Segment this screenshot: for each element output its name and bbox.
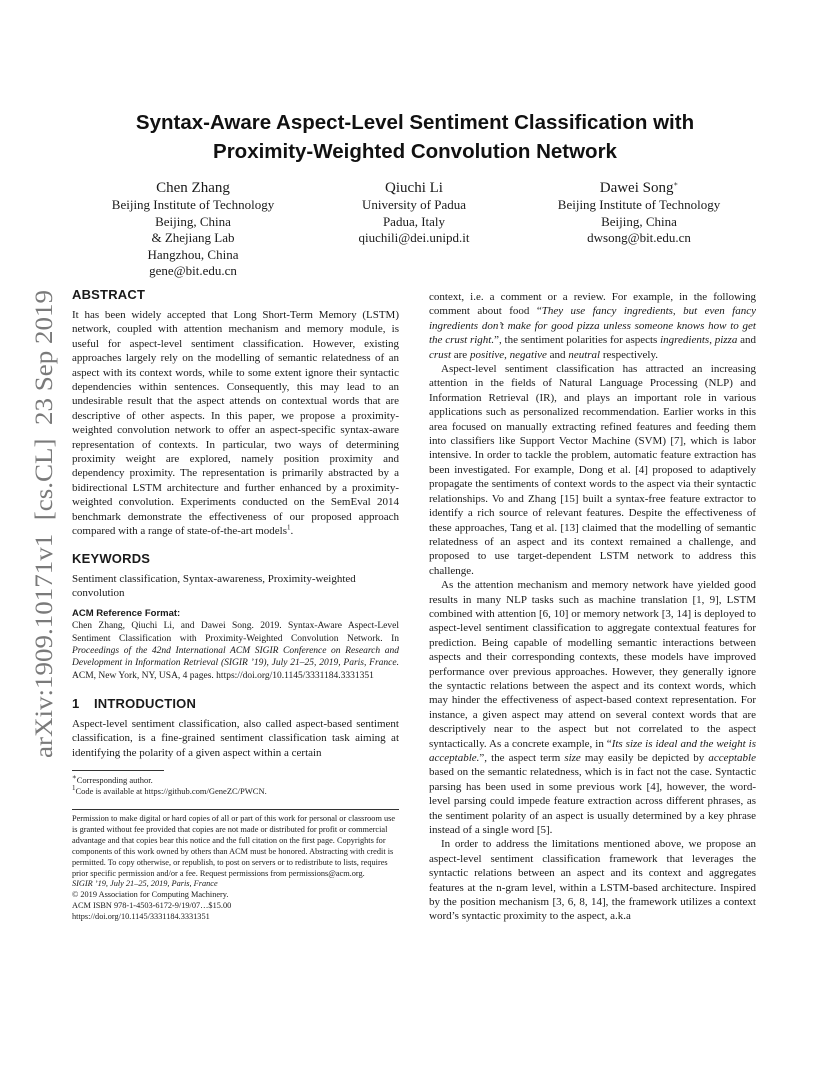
keywords-text: Sentiment classification, Syntax-awareness, Proximity-weighted convolution (72, 572, 356, 599)
author-location: Beijing, China (601, 213, 677, 229)
right-column (429, 290, 756, 924)
acm-reference-text (72, 620, 399, 681)
abstract-text (72, 308, 399, 539)
polarity-term: positive (469, 348, 505, 361)
author-block-1 (88, 179, 298, 280)
conference-venue (72, 879, 399, 890)
author-location: Beijing, China (155, 213, 231, 229)
keywords-heading: KEYWORDS (72, 550, 151, 566)
example-quote: Its size is ideal and the weight is acceptable. (429, 737, 756, 764)
author-email: gene@bit.edu.cn (149, 263, 237, 278)
acm-reference-part2: ACM, New York, NY, USA, 4 pages. https://doi.org/10.1145/3331184.3331351 (72, 670, 374, 681)
text-span: , (709, 334, 715, 347)
footnote-divider (72, 770, 164, 771)
author-location: Padua, Italy (382, 213, 446, 229)
venue-text: SIGIR ’19, July 21–25, 2019, Paris, France (72, 879, 218, 889)
introduction-paragraph-3 (429, 578, 756, 837)
author-affiliation: & Zhejiang Lab (151, 230, 235, 245)
left-column (72, 287, 399, 923)
title-line-1: Syntax-Aware Aspect-Level Sentiment Classification with (135, 111, 695, 134)
acm-reference-part1: Chen Zhang, Qiuchi Li, and Dawei Song. 2019. Syntax-Aware Aspect-Level Sentiment Classification with Proximity-Weighted Convolution Network. In (72, 621, 399, 644)
aspect-term: size (564, 752, 581, 764)
introduction-paragraph-2: Aspect-level sentiment classification has attracted an increasing attention in the fields of Natural Language Processing (NLP) and Information Retrieval (IR), and plays an important role in various applications such as personalized recommendation. Earlier works in this area focused on manually extracting refined features and feeding them into classifiers like Support Vector Machine (SVM) [7], which is labor intensive. In order to tackle the problem, automatic feature extraction has been investigated. For example, Dong et al. [4] proposed to adaptively propagate the sentiments of context words to the aspect via their syntactic relationships. Vo and Zhang [15] built a syntax-free feature extractor to identify a rich source of relevant features. Despite the effectiveness of these approaches, Tang et al. [13] claimed that the modelling of semantic relatedness of an aspect and its context remained a challenge, and proposed to use target-dependent LSTM network to address this challenge. (429, 363, 756, 577)
footnote-mark: ∗ (72, 773, 77, 782)
text-span: context, i.e. a comment or a review. For example, in the following comment about food “ (429, 291, 756, 318)
section-number: 1 (72, 695, 80, 711)
introduction-text-left: Aspect-level sentiment classification, also called aspect-based sentiment classification, is a fine-grained sentiment classification task aiming at identifying the polarity of a given aspect within a certain (72, 717, 399, 759)
acm-reference-proceedings: Proceedings of the 42nd International ACM SIGIR Conference on Research and Development in Information Retrieval (SIGIR ’19), July 21–25, 2019, Paris, France. (72, 645, 399, 669)
author-block-2 (324, 179, 504, 247)
author-affiliation: Beijing Institute of Technology (111, 197, 275, 212)
aspect-term: crust (429, 348, 451, 361)
author-name (534, 179, 744, 197)
text-span: respectively. (600, 348, 659, 361)
introduction-paragraph-1 (429, 290, 756, 362)
corresponding-mark: ∗ (673, 180, 679, 188)
footnote-mark: 1 (287, 523, 291, 532)
text-span: ”, the aspect term (479, 752, 565, 764)
example-quote: They use fancy ingredients, but even fancy ingredients don’t make for good pizza unless someone knows how to get the crust right. (429, 305, 756, 347)
polarity-term: negative (509, 348, 547, 361)
author-email: qiuchili@dei.unipd.it (358, 230, 470, 245)
copyright-line: © 2019 Association for Computing Machinery. (72, 890, 229, 900)
footnote-corresponding (72, 775, 399, 786)
text-span: are (451, 348, 470, 361)
aspect-term: ingredients (660, 334, 710, 347)
arxiv-id-text: arXiv:1909.10171v1 [cs.CL] 23 Sep 2019 (29, 316, 58, 758)
footnote-text: Corresponding author. (76, 775, 153, 786)
paper-title (70, 108, 760, 166)
polarity-term: neutral (568, 348, 601, 361)
doi-line: https://doi.org/10.1145/3331184.3331351 (72, 912, 210, 922)
footnote-text: Code is available at https://github.com/GeneZC/PWCN. (75, 786, 267, 797)
abstract-end: . (290, 525, 294, 538)
permission-divider (72, 809, 399, 810)
text-span: As the attention mechanism and memory network have yielded good results in many NLP tasks such as machine translation [1, 9], LSTM combined with attention [6, 10] or memory network [3, 14] is deployed to aspect-level sentiment classification to aggregate contextual features for prediction. Being capable of modelling semantic interactions between aspects and their corresponding contexts, these models have improved performance over previous approaches. However, they generally ignore the syntactic relations between the aspect and its context words, which may hinder the effectiveness of aspect-based context representation. For instance, a given aspect may attend on several context words that are descriptively near to the aspect but not correlated to the aspect syntactically. As a concrete example, in “ (429, 579, 756, 750)
text-span: and (546, 348, 569, 361)
footnote-mark: 1 (72, 784, 76, 793)
author-affiliation: Beijing Institute of Technology (557, 197, 721, 212)
text-span: , (504, 348, 510, 361)
aspect-term: pizza (714, 334, 738, 347)
footnote-code (72, 786, 399, 797)
title-line-2: Proximity-Weighted Convolution Network (213, 140, 617, 163)
abstract-heading: ABSTRACT (72, 287, 146, 302)
opinion-term: acceptable (708, 752, 756, 764)
acm-reference-heading: ACM Reference Format: (72, 608, 181, 620)
permission-notice: Permission to make digital or hard copies of all or part of this work for personal or classroom use is granted without fee provided that copies are not made or distributed for profit or commercial advantage and that copies bear this notice and the full citation on the first page. Copyrights for components of this work owned by others than ACM must be honored. Abstracting with credit is permitted. To copy otherwise, or republish, to post on servers or to redistribute to lists, requires prior specific permission and/or a fee. Request permissions from permissions@acm.org. (72, 814, 396, 878)
author-name: Qiuchi Li (385, 180, 443, 196)
introduction-paragraph-4: In order to address the limitations mentioned above, we propose an aspect-level sentiment classification framework that leverages the syntactic relations between an aspect and its context and aggregates features at the n-gram level, within a LSTM-based architecture. Inspired by the position mechanism [3, 6, 8, 14], the framework utilizes a context word’s syntactic proximity to the aspect, a.k.a (429, 838, 756, 923)
abstract-body: It has been widely accepted that Long Short-Term Memory (LSTM) network, coupled with attention mechanism and memory module, is useful for aspect-level sentiment classification. However, existing approaches largely rely on the modelling of semantic relatedness of an aspect with its context words, while to some extent ignore their syntactic dependencies within sentences. Consequently, this may lead to an undesirable result that the aspect attends on contextual words that are descriptive of other aspects. In this paper, we propose a proximity-weighted convolution network to offer an aspect-specific syntax-aware representation of contexts. In particular, two ways of determining proximity weight are explored, namely position proximity and dependency proximity. The representation is primarily abstracted by a bidirectional LSTM architecture and further enhanced by a proximity-weighted convolution. Experiments conducted on the SemEval 2014 benchmark demonstrate the effectiveness of our proposed approach compared with a range of state-of-the-art models (72, 309, 399, 538)
text-span: based on the semantic relatedness, which is in fact not the case. Syntactic parsing has been used in some previous work [4], however, the word-level parsing could impede feature extraction across different phrases, as the sentiment polarity of an aspect is usually determined by a key phrase instead of a single word [5]. (429, 766, 756, 837)
author-affiliation: University of Padua (362, 197, 466, 212)
author-name-text: Dawei Song (599, 180, 674, 196)
arxiv-identifier (16, 288, 64, 758)
section-title: INTRODUCTION (94, 695, 197, 711)
author-block-3 (534, 179, 744, 247)
isbn-line: ACM ISBN 978-1-4503-6172-9/19/07…$15.00 (72, 901, 232, 911)
introduction-heading (72, 696, 399, 712)
author-location: Hangzhou, China (147, 246, 239, 262)
text-span: ”, the sentiment polarities for aspects (494, 334, 661, 347)
text-span: may easily be depicted by (580, 752, 709, 764)
text-span: and (737, 334, 756, 347)
author-name: Chen Zhang (156, 180, 230, 196)
author-email: dwsong@bit.edu.cn (587, 230, 691, 245)
